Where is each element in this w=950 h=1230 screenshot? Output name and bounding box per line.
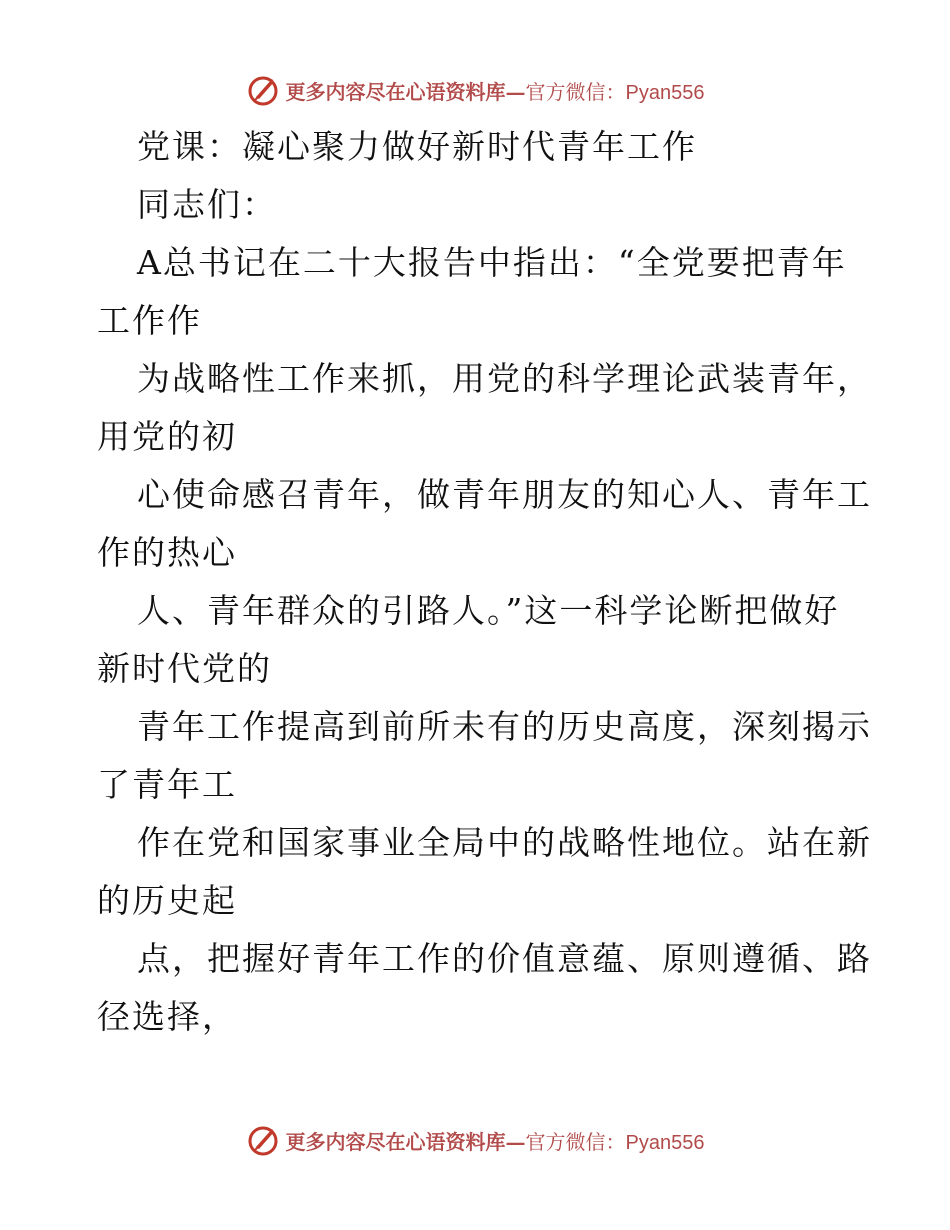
paragraph-line: 新时代党的 <box>97 649 272 688</box>
paragraph-line: 人、青年群众的引路人。”这一科学论断把做好 <box>137 591 840 630</box>
watermark-banner-bottom <box>0 1120 950 1160</box>
watermark-text: 更多内容尽在心语资料库—官方微信：Pyan556 <box>285 1129 705 1154</box>
paragraph-line: 工作作 <box>97 301 202 340</box>
salutation: 同志们： <box>137 185 277 224</box>
watermark-banner-top <box>0 70 950 110</box>
document-body <box>97 118 872 1046</box>
paragraph-line: 为战略性工作来抓，用党的科学理论武装青年， <box>137 359 872 398</box>
paragraph-line: 点，把握好青年工作的价值意蕴、原则遵循、路 <box>137 939 872 978</box>
paragraph-line: 青年工作提高到前所未有的历史高度，深刻揭示 <box>137 707 872 746</box>
paragraph-line: 径选择， <box>97 997 237 1036</box>
quill-logo-icon <box>246 73 280 107</box>
document-title: 党课：凝心聚力做好新时代青年工作 <box>137 127 697 166</box>
paragraph-line: 心使命感召青年，做青年朋友的知心人、青年工 <box>137 475 872 514</box>
paragraph-line: 的历史起 <box>97 881 237 920</box>
paragraph-line: 作在党和国家事业全局中的战略性地位。站在新 <box>137 823 872 862</box>
watermark-text: 更多内容尽在心语资料库—官方微信：Pyan556 <box>285 79 705 104</box>
paragraph-line: 了青年工 <box>97 765 237 804</box>
paragraph-line: A总书记在二十大报告中指出：“全党要把青年 <box>137 243 847 282</box>
quill-logo-icon <box>246 1123 280 1157</box>
paragraph-line: 作的热心 <box>97 533 237 572</box>
paragraph-line: 用党的初 <box>97 417 237 456</box>
